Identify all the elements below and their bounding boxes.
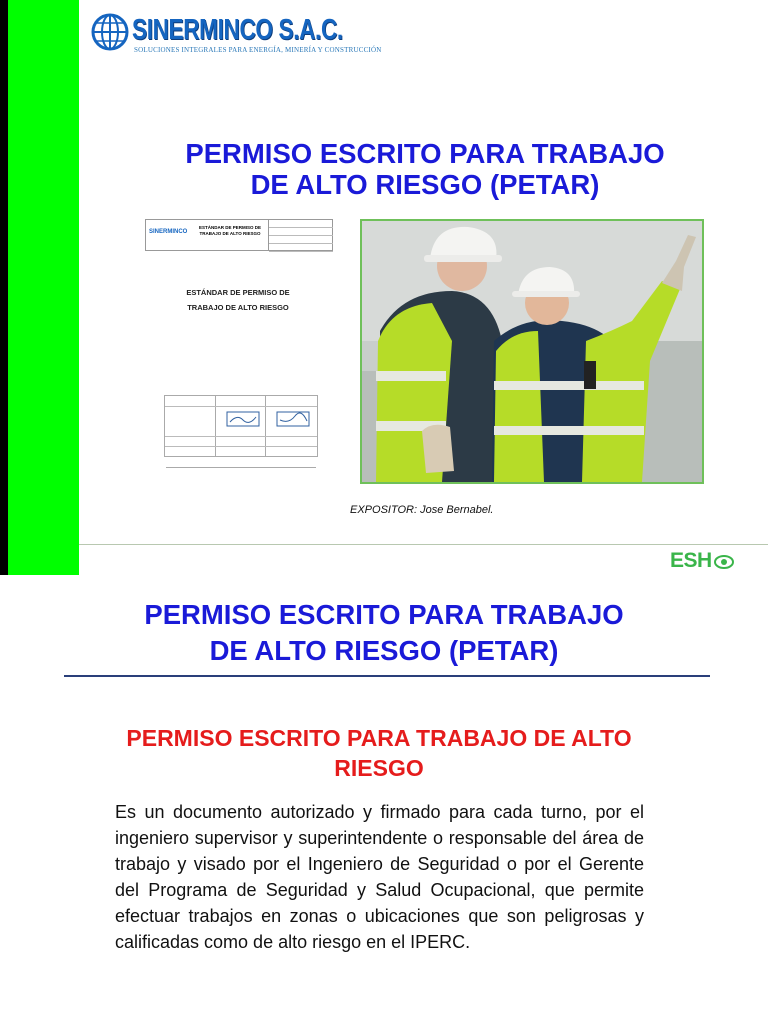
section-subtitle-line-2: RIESGO bbox=[334, 755, 424, 781]
black-edge-bar bbox=[0, 0, 8, 575]
title-rule bbox=[64, 675, 710, 677]
globe-icon bbox=[90, 12, 130, 52]
leaf-eye-icon bbox=[714, 552, 734, 572]
slide-title bbox=[60, 597, 708, 669]
cover-title-line-1: PERMISO ESCRITO PARA TRABAJO bbox=[185, 138, 665, 169]
slide-title-line-1: PERMISO ESCRITO PARA TRABAJO bbox=[144, 599, 624, 630]
document-thumbnail bbox=[145, 215, 345, 480]
company-name: SINERMINCO S.A.C. bbox=[132, 14, 343, 46]
document-header bbox=[145, 219, 333, 251]
cover-title bbox=[130, 138, 720, 200]
signature-stamp-icon bbox=[225, 410, 261, 430]
workers-illustration bbox=[362, 221, 702, 482]
section-subtitle-line-1: PERMISO ESCRITO PARA TRABAJO DE ALTO bbox=[126, 725, 632, 751]
company-logo bbox=[90, 8, 382, 58]
document-footer bbox=[166, 467, 316, 470]
document-center-title bbox=[145, 285, 331, 315]
company-tagline: SOLUCIONES INTEGRALES PARA ENERGÍA, MINERÍA Y CONSTRUCCIÓN bbox=[134, 46, 382, 54]
section-subtitle bbox=[84, 723, 674, 783]
esh-logo bbox=[670, 549, 736, 575]
expositor-caption: EXPOSITOR: Jose Bernabel. bbox=[350, 504, 494, 516]
document-center-line-2: TRABAJO DE ALTO RIESGO bbox=[187, 303, 289, 312]
signature-stamp-icon-2 bbox=[275, 410, 311, 430]
esh-logo-text: ESH bbox=[670, 549, 712, 572]
document-header-logo: SINERMINCO bbox=[149, 229, 188, 235]
slide-title-line-2: DE ALTO RIESGO (PETAR) bbox=[209, 635, 559, 666]
cover-title-line-2: DE ALTO RIESGO (PETAR) bbox=[250, 169, 600, 200]
document-header-grid bbox=[268, 220, 333, 250]
definition-paragraph: Es un documento autorizado y firmado para cada turno, por el ingeniero supervisor y superintendente o responsable del área de trabajo y visado por el Ingeniero de Seguridad o por el Gerente del Programa de Seguridad y Salud Ocupacional, que permite efectuar trabajos en zonas o ubicaciones que son peligrosas y calificadas como de alto riesgo en el IPERC. bbox=[115, 802, 644, 952]
slide-definition bbox=[0, 575, 768, 1024]
footer-divider bbox=[79, 544, 768, 545]
workers-photo bbox=[360, 219, 704, 484]
document-signature-table bbox=[164, 395, 318, 457]
document-header-title: ESTÁNDAR DE PERMISO DE TRABAJO DE ALTO RIESGO bbox=[199, 225, 262, 236]
green-side-band bbox=[8, 0, 79, 575]
document-center-line-1: ESTÁNDAR DE PERMISO DE bbox=[186, 288, 290, 297]
